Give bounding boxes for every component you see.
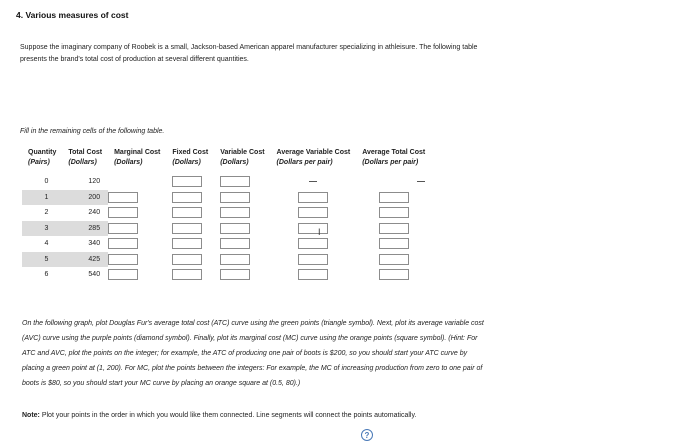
fixed-cost-input[interactable] <box>172 176 202 187</box>
variable-cost-cell <box>214 174 270 190</box>
column-header-label: Average Variable Cost <box>276 149 351 156</box>
marginal-cost-cell <box>108 221 166 237</box>
quantity-cell: 5 <box>22 252 62 268</box>
marginal-cost-input[interactable] <box>108 223 138 234</box>
graph-instruction-5: boots is $80, so you should start your MC curve by placing an orange square at (0.5, 80).) <box>22 380 301 387</box>
average-total-cost-cell <box>356 221 431 237</box>
marginal-cost-cell <box>108 205 166 221</box>
marginal-cost-input[interactable] <box>108 207 138 218</box>
average-total-cost-cell <box>356 267 431 283</box>
total-cost-cell: 540 <box>88 271 101 279</box>
average-variable-cost-cell <box>271 252 357 268</box>
table-row <box>22 221 431 237</box>
not-applicable-dash <box>417 181 425 182</box>
average-variable-cost-input[interactable] <box>298 192 328 203</box>
quantity-cell: 1 <box>22 190 62 206</box>
total-cost-cell: 340 <box>88 240 101 248</box>
column-header-label: Quantity <box>28 149 57 156</box>
total-cost-cell: 200 <box>62 190 108 206</box>
average-total-cost-cell <box>356 190 431 206</box>
note-label: Note: <box>22 412 40 419</box>
fixed-cost-input[interactable] <box>172 238 202 249</box>
marginal-cost-cell <box>108 174 166 190</box>
fixed-cost-cell <box>166 252 214 268</box>
average-total-cost-cell <box>356 236 431 252</box>
average-variable-cost-cell <box>271 267 357 283</box>
table-row <box>22 205 431 221</box>
average-variable-cost-input[interactable] <box>298 223 328 234</box>
average-total-cost-input[interactable] <box>379 238 409 249</box>
fixed-cost-cell <box>166 190 214 206</box>
note-text: Plot your points in the order in which you would like them connected. Line segments will connect the points automatically. <box>39 412 417 419</box>
average-total-cost-input[interactable] <box>379 192 409 203</box>
total-cost-cell: 240 <box>88 209 101 217</box>
marginal-cost-cell <box>108 252 166 268</box>
quantity-cell: 4 <box>44 240 49 248</box>
column-header-label: Average Total Cost <box>362 149 426 156</box>
column-header <box>166 148 214 174</box>
average-variable-cost-input[interactable] <box>298 238 328 249</box>
column-header <box>22 148 62 174</box>
help-icon[interactable]: ? <box>361 429 373 441</box>
fixed-cost-input[interactable] <box>172 269 202 280</box>
average-variable-cost-cell <box>271 205 357 221</box>
graph-instruction-2: (AVC) curve using the purple points (diamond symbol). Finally, plot its marginal cost (MC) curve using the orange points (square symbol). (Hint: For <box>22 335 478 342</box>
average-variable-cost-input[interactable] <box>298 269 328 280</box>
quantity-cell: 3 <box>22 221 62 237</box>
variable-cost-cell <box>214 267 270 283</box>
average-total-cost-input[interactable] <box>379 207 409 218</box>
marginal-cost-input[interactable] <box>108 192 138 203</box>
fixed-cost-input[interactable] <box>172 207 202 218</box>
graph-instruction-4: placing a green point at (1, 200). For MC, plot the points between the integers: For example, the MC of increasing production from zero to one pair of <box>22 365 483 372</box>
variable-cost-input[interactable] <box>220 238 250 249</box>
column-header-unit: (Dollars) <box>114 159 143 166</box>
average-variable-cost-cell <box>271 236 357 252</box>
marginal-cost-cell <box>108 190 166 206</box>
marginal-cost-input[interactable] <box>108 269 138 280</box>
fill-instruction: Fill in the remaining cells of the following table. <box>20 128 165 135</box>
column-header-unit: (Dollars) <box>220 159 249 166</box>
graph-instruction-1: On the following graph, plot Douglas Fur's average total cost (ATC) curve using the green points (triangle symbol). Next, plot its average variable cost <box>22 320 484 327</box>
total-cost-cell: 425 <box>62 252 108 268</box>
quantity-cell: 2 <box>44 209 49 217</box>
marginal-cost-cell <box>108 236 166 252</box>
average-total-cost-cell <box>356 252 431 268</box>
column-header <box>62 148 108 174</box>
variable-cost-cell <box>214 205 270 221</box>
total-cost-cell: 120 <box>88 178 101 186</box>
column-header <box>356 148 431 174</box>
column-header-unit: (Pairs) <box>28 159 50 166</box>
variable-cost-cell <box>214 221 270 237</box>
variable-cost-input[interactable] <box>220 254 250 265</box>
column-header-unit: (Dollars) <box>172 159 201 166</box>
quantity-cell: 6 <box>44 271 49 279</box>
average-total-cost-input[interactable] <box>379 254 409 265</box>
table-row <box>22 174 431 190</box>
column-header <box>271 148 357 174</box>
average-total-cost-input[interactable] <box>379 223 409 234</box>
column-header <box>214 148 270 174</box>
column-header-label: Variable Cost <box>220 149 265 156</box>
graph-instruction-3: ATC and AVC, plot the points on the integer; for example, the ATC of producing one pair of boots is $200, so you should start your ATC curve by <box>22 350 468 357</box>
marginal-cost-input[interactable] <box>108 238 138 249</box>
fixed-cost-cell <box>166 205 214 221</box>
average-variable-cost-input[interactable] <box>298 207 328 218</box>
table-header-row <box>22 148 431 174</box>
column-header-unit: (Dollars) <box>68 159 97 166</box>
fixed-cost-input[interactable] <box>172 223 202 234</box>
variable-cost-input[interactable] <box>220 207 250 218</box>
average-total-cost-input[interactable] <box>379 269 409 280</box>
variable-cost-input[interactable] <box>220 176 250 187</box>
quantity-cell: 0 <box>44 178 49 186</box>
fixed-cost-cell <box>166 221 214 237</box>
column-header-label: Marginal Cost <box>114 149 161 156</box>
total-cost-cell: 285 <box>62 221 108 237</box>
fixed-cost-cell <box>166 236 214 252</box>
average-variable-cost-cell <box>271 174 357 190</box>
table-row <box>22 190 431 206</box>
column-header-unit: (Dollars per pair) <box>362 159 419 166</box>
fixed-cost-input[interactable] <box>172 254 202 265</box>
fixed-cost-cell <box>166 267 214 283</box>
not-applicable-dash <box>309 181 317 182</box>
table-row <box>22 252 431 268</box>
fixed-cost-cell <box>166 174 214 190</box>
variable-cost-cell <box>214 236 270 252</box>
column-header-unit: (Dollars per pair) <box>276 159 333 166</box>
table-row <box>22 236 431 252</box>
intro-line-2: presents the brand's total cost of production at several different quantities. <box>20 56 249 63</box>
intro-line-1: Suppose the imaginary company of Roobek is a small, Jackson-based American apparel manufacturer specializing in athleisure. The following table <box>20 44 478 51</box>
variable-cost-input[interactable] <box>220 192 250 203</box>
cost-table <box>22 148 431 283</box>
marginal-cost-cell <box>108 267 166 283</box>
variable-cost-cell <box>214 252 270 268</box>
column-header-label: Total Cost <box>68 149 103 156</box>
average-variable-cost-cell <box>271 221 357 237</box>
average-total-cost-cell <box>356 205 431 221</box>
table-body <box>22 174 431 283</box>
variable-cost-input[interactable] <box>220 269 250 280</box>
table-row <box>22 267 431 283</box>
section-title: 4. Various measures of cost <box>16 10 129 20</box>
column-header <box>108 148 166 174</box>
variable-cost-input[interactable] <box>220 223 250 234</box>
column-header-label: Fixed Cost <box>172 149 209 156</box>
average-total-cost-cell <box>356 174 431 190</box>
average-variable-cost-input[interactable] <box>298 254 328 265</box>
variable-cost-cell <box>214 190 270 206</box>
marginal-cost-input[interactable] <box>108 254 138 265</box>
average-variable-cost-cell <box>271 190 357 206</box>
note <box>22 412 416 419</box>
fixed-cost-input[interactable] <box>172 192 202 203</box>
text-cursor-icon: I <box>318 227 321 237</box>
